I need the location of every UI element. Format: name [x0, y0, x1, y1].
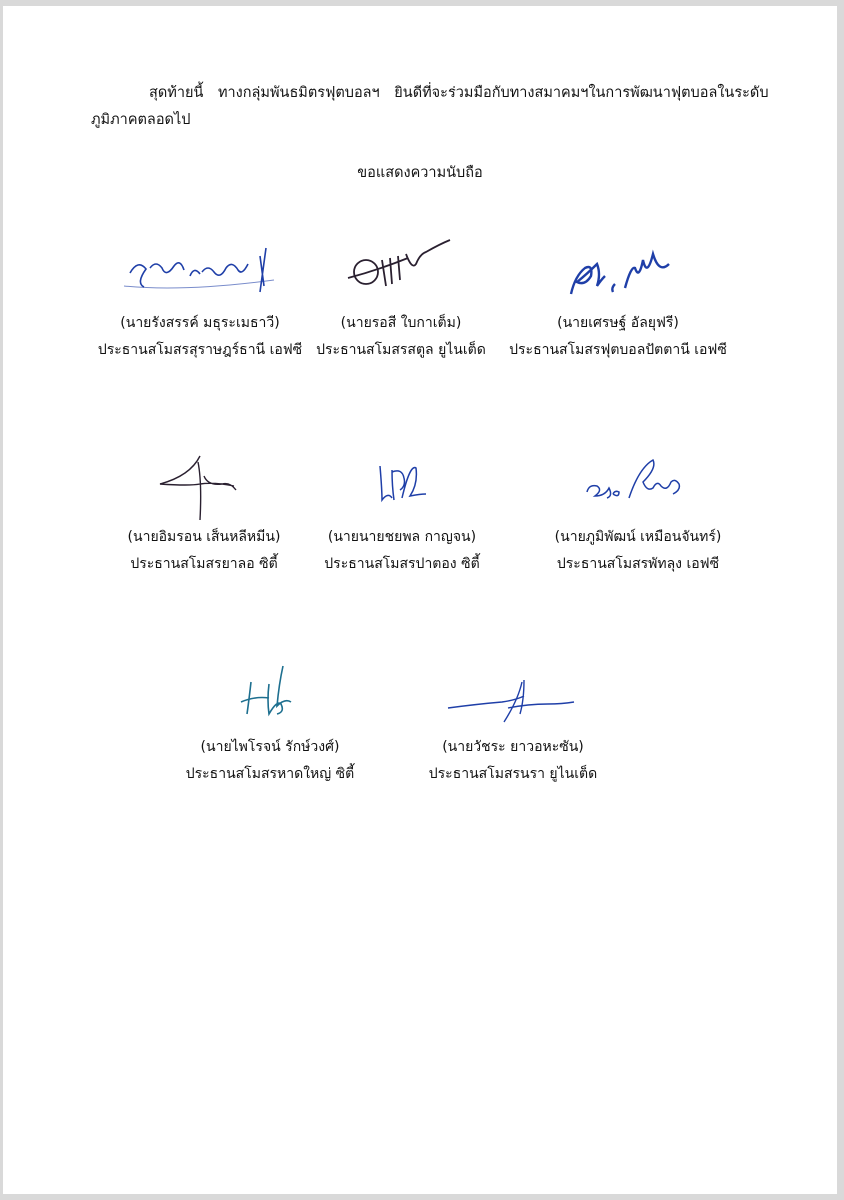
signature-block-1: [85, 238, 315, 364]
signatory-name-7: (นายไพโรจน์ รักษ์วงศ์): [200, 739, 340, 755]
signatory-title-3: ประธานสโมสรฟุตบอลปัตตานี เอฟซี: [509, 342, 727, 358]
signatory-name-3: (นายเศรษฐ์ อัลยุฟรี): [557, 315, 679, 331]
signatory-name-8: (นายวัชระ ยาวอหะซัน): [442, 739, 584, 755]
signature-block-6: [523, 452, 753, 578]
signatory-title-5: ประธานสโมสรปาตอง ซิตี้: [324, 556, 480, 572]
signature-block-5: [287, 452, 517, 578]
signatory-title-2: ประธานสโมสรสตูล ยูไนเต็ด: [316, 342, 486, 358]
signatory-name-4: (นายอิมรอน เส็นหลีหมีน): [127, 529, 281, 545]
paragraph-line-1: สุดท้ายนี้ ทางกลุ่มพันธมิตรฟุตบอลฯ ยินดีที่จะร่วมมือกับทางสมาคมฯในการพัฒนาฟุตบอลในระดับ: [149, 85, 769, 101]
signature-block-2: [286, 238, 516, 364]
signature-4: [89, 452, 319, 524]
signatory-name-2: (นายรอสี ใบกาเต็ม): [340, 315, 462, 331]
closing-salutation: ขอแสดงความนับถือ: [357, 165, 483, 181]
signatory-title-6: ประธานสโมสรพัทลุง เอฟซี: [556, 556, 720, 572]
signatory-title-1: ประธานสโมสรสุราษฎร์ธานี เอฟซี: [97, 342, 303, 358]
closing-paragraph: [91, 80, 781, 134]
signature-block-3: [503, 238, 733, 364]
signature-2: [286, 238, 516, 310]
signature-block-4: [89, 452, 319, 578]
signatory-name-5: (นายนายชยพล กาญจน): [327, 529, 477, 545]
signatory-name-6: (นายภูมิพัฒน์ เหมือนจันทร์): [554, 529, 722, 545]
signatory-title-8: ประธานสโมสรนรา ยูไนเต็ด: [428, 766, 598, 782]
signature-1: [85, 238, 315, 310]
signature-block-7: [155, 662, 385, 788]
signature-8: [398, 662, 628, 734]
signature-3: [503, 238, 733, 310]
signatory-title-7: ประธานสโมสรหาดใหญ่ ซิตี้: [185, 766, 355, 782]
signature-7: [155, 662, 385, 734]
signatory-title-4: ประธานสโมสรยาลอ ซิตี้: [130, 556, 278, 572]
signatory-name-1: (นายรังสรรค์ มธุระเมธาวี): [120, 315, 280, 331]
signature-6: [523, 452, 753, 524]
paragraph-line-2: ภูมิภาคตลอดไป: [91, 112, 191, 128]
signature-block-8: [398, 662, 628, 788]
signature-5: [287, 452, 517, 524]
document-page: [3, 6, 837, 1194]
